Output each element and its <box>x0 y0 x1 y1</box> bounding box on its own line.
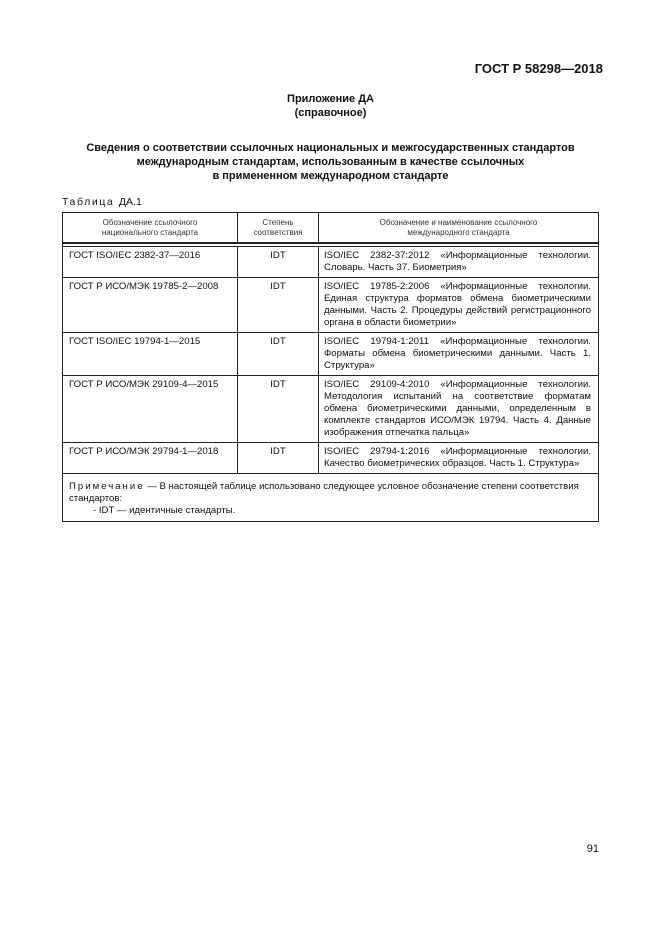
annex-heading <box>0 92 661 120</box>
annex-title: Приложение ДА <box>287 93 374 105</box>
degree-cell: IDT <box>238 376 319 443</box>
table-row <box>63 247 599 278</box>
note-paragraph <box>69 481 592 505</box>
standard-code: ГОСТ Р 58298—2018 <box>474 61 603 76</box>
national-standard-cell: ГОСТ Р ИСО/МЭК 19785-2—2008 <box>63 278 238 333</box>
header-international-standard <box>319 213 599 244</box>
header-degree <box>238 213 319 244</box>
note-text: — В настоящей таблице использовано следующее условное обозначение степени соответствия стандартов: <box>69 481 579 504</box>
note-word: Примечание <box>69 481 145 492</box>
correspondence-table <box>62 212 599 522</box>
table-caption-word: Таблица <box>62 196 115 208</box>
table-caption <box>62 196 142 208</box>
table-row <box>63 376 599 443</box>
table-caption-number: ДА.1 <box>118 196 142 208</box>
title-line-1: Сведения о соответствии ссылочных национальных и межгосударственных стандартов <box>86 142 575 154</box>
table-note-row <box>63 474 599 522</box>
header-national-line-1: Обозначение ссылочного <box>102 218 198 227</box>
header-international-line-2: международного стандарта <box>407 228 510 237</box>
annex-subtitle: (справочное) <box>294 107 367 119</box>
table-row <box>63 278 599 333</box>
national-standard-cell: ГОСТ Р ИСО/МЭК 29794-1—2018 <box>63 443 238 474</box>
international-standard-cell: ISO/IEC 29109-4:2010 «Информационные технологии. Методология испытаний на соответствие форматам обмена биометрическими данными, определенным в комплекте стандартов ИСО/МЭК 19794. Часть 4. Данные изображения отпечатка пальца» <box>319 376 599 443</box>
table-row <box>63 333 599 376</box>
title-line-2: международным стандартам, использованным в качестве ссылочных <box>136 156 525 168</box>
table-header-row <box>63 213 599 244</box>
national-standard-cell: ГОСТ ISO/IEC 19794-1—2015 <box>63 333 238 376</box>
national-standard-cell: ГОСТ ISO/IEC 2382-37—2016 <box>63 247 238 278</box>
international-standard-cell: ISO/IEC 19785-2:2006 «Информационные технологии. Единая структура форматов обмена биометрическими данными. Часть 2. Процедуры действий регистрационного органа в области биометрии» <box>319 278 599 333</box>
title-line-3: в примененном международном стандарте <box>212 170 449 182</box>
degree-cell: IDT <box>238 247 319 278</box>
degree-cell: IDT <box>238 443 319 474</box>
header-national-standard <box>63 213 238 244</box>
header-degree-line-1: Степень <box>262 218 294 227</box>
international-standard-cell: ISO/IEC 29794-1:2016 «Информационные технологии. Качество биометрических образцов. Часть 1. Структура» <box>319 443 599 474</box>
international-standard-cell: ISO/IEC 19794-1:2011 «Информационные технологии. Форматы обмена биометрическими данными. Часть 1. Структура» <box>319 333 599 376</box>
header-international-line-1: Обозначение и наименование ссылочного <box>379 218 538 227</box>
table-note <box>63 474 599 522</box>
degree-cell: IDT <box>238 333 319 376</box>
degree-cell: IDT <box>238 278 319 333</box>
document-title <box>60 141 601 183</box>
header-degree-line-2: соответствия <box>253 228 303 237</box>
page-number: 91 <box>586 843 599 855</box>
international-standard-cell: ISO/IEC 2382-37:2012 «Информационные технологии. Словарь. Часть 37. Биометрия» <box>319 247 599 278</box>
table-row <box>63 443 599 474</box>
national-standard-cell: ГОСТ Р ИСО/МЭК 29109-4—2015 <box>63 376 238 443</box>
header-national-line-2: национального стандарта <box>101 228 199 237</box>
note-item: - IDT — идентичные стандарты. <box>93 505 236 516</box>
